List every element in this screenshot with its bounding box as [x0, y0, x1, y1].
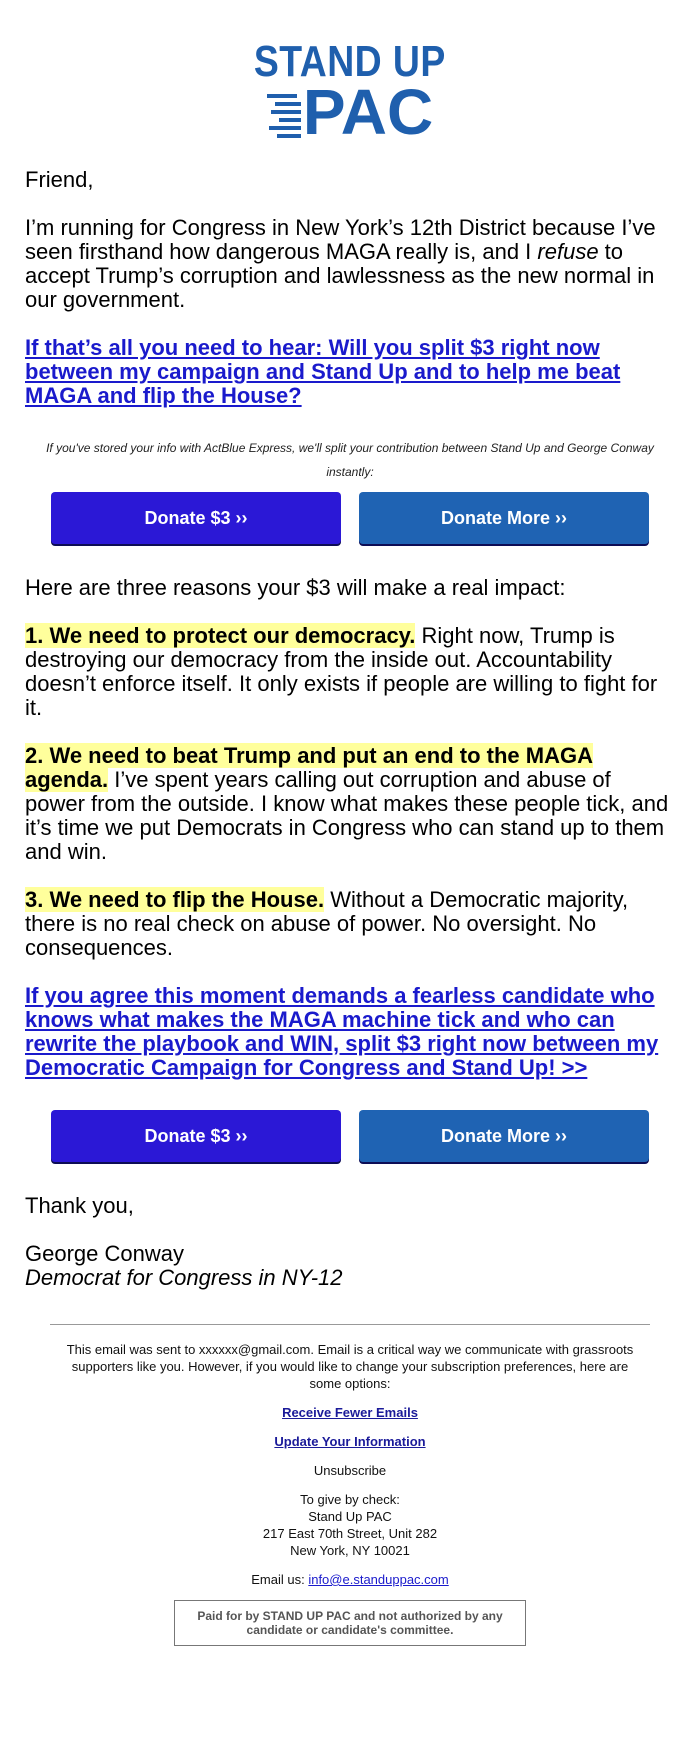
footer-notice: This email was sent to xxxxxx@gmail.com. Email is a critical way we communicate with grassroots supporters like you. However, if you would like to change your subscription preferences, here are some options: — [66, 1342, 634, 1391]
cta-link-paragraph-2 — [25, 984, 675, 1080]
intro-text-2: to accept Trump’s corruption and lawlessness as the new normal in our government. — [25, 239, 655, 312]
donate-button-row-2 — [25, 1110, 675, 1162]
reason-3-body: Without a Democratic majority, there is no real check on abuse of power. No oversight. No consequences. — [25, 887, 629, 960]
check-address-block — [25, 1491, 675, 1559]
cta-link-1[interactable]: If that’s all you need to hear: Will you split $3 right now between my campaign and Stand Up and to help me beat MAGA and flip the House? — [25, 335, 621, 408]
check-org: Stand Up PAC — [308, 1509, 392, 1524]
check-label: To give by check: — [300, 1492, 400, 1507]
donate-3-button[interactable]: Donate $3 ›› — [51, 492, 341, 544]
paid-for-disclaimer: Paid for by STAND UP PAC and not authorized by any candidate or candidate's committee. — [174, 1600, 526, 1646]
intro-paragraph — [25, 216, 675, 312]
logo-line-2-wrap — [267, 76, 434, 148]
reasons-intro: Here are three reasons your $3 will make a real impact: — [25, 575, 566, 600]
reason-3 — [25, 888, 675, 960]
donate-3-button-2[interactable]: Donate $3 ›› — [51, 1110, 341, 1162]
actblue-express-note: If you've stored your info with ActBlue Express, we'll split your contribution between Stand Up and George Conway instantly: — [46, 441, 654, 479]
reason-2-body: I’ve spent years calling out corruption and abuse of power from the outside. I know what makes these people tick, and it’s time we put Democrats in Congress who can stand up to them and win. — [25, 767, 669, 864]
reason-1 — [25, 624, 675, 720]
email-address-link[interactable]: info@e.standuppac.com — [308, 1572, 449, 1587]
cta-link-2[interactable]: If you agree this moment demands a fearless candidate who knows what makes the MAGA machine tick and who can rewrite the playbook and WIN, split $3 right now between my Democratic Campaign for Congress and Stand Up! >> — [25, 983, 659, 1080]
email-label: Email us: — [251, 1572, 309, 1587]
stand-up-pac-logo — [25, 37, 675, 148]
email-us-line — [25, 1571, 675, 1588]
check-street: 217 East 70th Street, Unit 282 — [262, 1526, 438, 1541]
footer-divider — [50, 1324, 650, 1325]
intro-emphasis: refuse — [537, 239, 599, 264]
reason-1-heading: 1. We need to protect our democracy. — [25, 623, 416, 648]
check-city: New York, NY 10021 — [290, 1543, 410, 1558]
footer — [25, 1341, 675, 1646]
signer-title: Democrat for Congress in NY-12 — [25, 1265, 343, 1290]
greeting: Friend, — [25, 167, 94, 192]
donate-more-button-2[interactable]: Donate More ›› — [359, 1110, 649, 1162]
donate-button-row-1 — [25, 492, 675, 544]
skyline-bars-icon — [267, 88, 303, 144]
logo-line-2: PAC — [302, 76, 434, 148]
signer-name: George Conway — [25, 1241, 184, 1266]
email-container — [25, 0, 675, 1646]
update-information-link[interactable]: Update Your Information — [274, 1434, 426, 1449]
reason-2 — [25, 744, 675, 864]
reason-3-heading: 3. We need to flip the House. — [25, 887, 325, 912]
intro-text-1: I’m running for Congress in New York’s 12th District because I’ve seen firsthand how dangerous MAGA really is, and I — [25, 215, 656, 264]
receive-fewer-emails-link[interactable]: Receive Fewer Emails — [282, 1405, 418, 1420]
cta-link-paragraph-1 — [25, 336, 675, 408]
logo-line-1: STAND UP — [254, 37, 446, 86]
donate-more-button[interactable]: Donate More ›› — [359, 492, 649, 544]
signoff: Thank you, — [25, 1193, 134, 1218]
unsubscribe-link[interactable]: Unsubscribe — [313, 1463, 387, 1478]
reason-1-body: Right now, Trump is destroying our democracy from the inside out. Accountability doesn’t enforce itself. It only exists if people are willing to fight for it. — [25, 623, 658, 720]
reason-2-heading: 2. We need to beat Trump and put an end to the MAGA agenda. — [25, 743, 593, 792]
